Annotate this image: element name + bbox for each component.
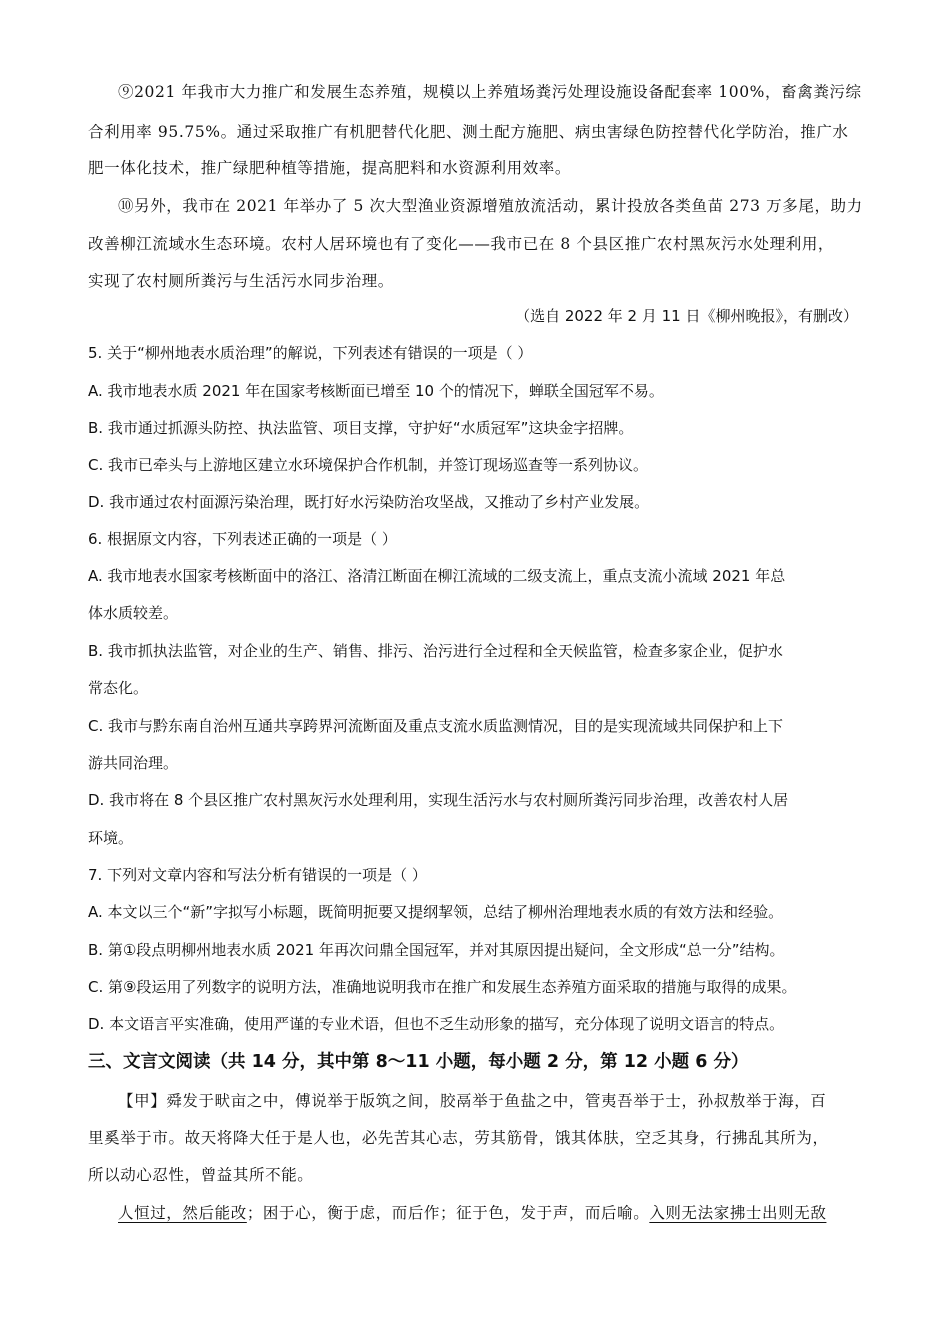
section-3-heading: 三、文言文阅读（共 14 分，其中第 8～11 小题，每小题 2 分，第 12 小题 6 分） bbox=[88, 1052, 749, 1072]
q5-option-a: A. 我市地表水质 2021 年在国家考核断面已增至 10 个的情况下，蝉联全国冠军不易。 bbox=[88, 382, 664, 400]
q5-option-b: B. 我市通过抓源头防控、执法监管、项目支撑，守护好“水质冠军”这块金字招牌。 bbox=[88, 419, 634, 437]
jia-line4 bbox=[118, 1203, 826, 1223]
passage-p10-line3: 实现了农村厕所粪污与生活污水同步治理。 bbox=[88, 272, 394, 290]
passage-p9-line2: 合利用率 95.75%。通过采取推广有机肥替代化肥、测土配方施肥、病虫害绿色防控替代化学防治，推广水 bbox=[88, 123, 849, 141]
underlined-sentence-2: 入则无法家拂士出则无敌 bbox=[649, 1204, 827, 1222]
passage-source: （选自 2022 年 2 月 11 日《柳州晚报》，有删改） bbox=[515, 307, 858, 325]
q6-option-d-line2: 环境。 bbox=[88, 829, 134, 847]
q7-option-a: A. 本文以三个“新”字拟写小标题，既简明扼要又提纲挈领，总结了柳州治理地表水质的有效方法和经验。 bbox=[88, 903, 784, 921]
passage-p10-line1: ⑩另外，我市在 2021 年举办了 5 次大型渔业资源增殖放流活动，累计投放各类鱼苗 273 万多尾，助力 bbox=[118, 197, 863, 215]
q6-option-c-line2: 游共同治理。 bbox=[88, 754, 179, 772]
q6-option-b-line2: 常态化。 bbox=[88, 679, 149, 697]
q5-stem: 5. 关于“柳州地表水质治理”的解说，下列表述有错误的一项是（ ） bbox=[88, 344, 533, 362]
q5-option-d: D. 我市通过农村面源污染治理，既打好水污染防治攻坚战，又推动了乡村产业发展。 bbox=[88, 493, 650, 511]
jia-line4-middle: ；困于心，衡于虑，而后作；征于色，发于声，而后喻。 bbox=[246, 1204, 650, 1222]
q7-option-b: B. 第①段点明柳州地表水质 2021 年再次问鼎全国冠军，并对其原因提出疑问，全文形成“总一分”结构。 bbox=[88, 941, 785, 959]
passage-p10-line2: 改善柳江流域水生态环境。农村人居环境也有了变化——我市已在 8 个县区推广农村黑灰污水处理利用， bbox=[88, 235, 835, 253]
passage-p9-line1: ⑨2021 年我市大力推广和发展生态养殖，规模以上养殖场粪污处理设施设备配套率 100%，畜禽粪污综 bbox=[118, 83, 862, 101]
q6-option-c-line1: C. 我市与黔东南自治州互通共享跨界河流断面及重点支流水质监测情况，目的是实现流域共同保护和上下 bbox=[88, 717, 784, 735]
q6-option-d-line1: D. 我市将在 8 个县区推广农村黑灰污水处理利用，实现生活污水与农村厕所粪污同步治理，改善农村人居 bbox=[88, 791, 789, 809]
underlined-sentence-1: 人恒过，然后能改 bbox=[118, 1204, 247, 1222]
q7-option-c: C. 第⑨段运用了列数字的说明方法，准确地说明我市在推广和发展生态养殖方面采取的措施与取得的成果。 bbox=[88, 978, 797, 996]
q6-option-a-line1: A. 我市地表水国家考核断面中的洛江、洛清江断面在柳江流域的二级支流上，重点支流小流域 2021 年总 bbox=[88, 567, 786, 585]
q7-stem: 7. 下列对文章内容和写法分析有错误的一项是（ ） bbox=[88, 866, 427, 884]
q6-stem: 6. 根据原文内容，下列表述正确的一项是（ ） bbox=[88, 530, 397, 548]
jia-line1: 【甲】舜发于畎亩之中，傅说举于版筑之间，胶鬲举于鱼盐之中，管夷吾举于士，孙叔敖举于海，百 bbox=[118, 1092, 827, 1110]
passage-p9-line3: 肥一体化技术，推广绿肥种植等措施，提高肥料和水资源利用效率。 bbox=[88, 159, 572, 177]
jia-line2: 里奚举于市。故天将降大任于是人也，必先苦其心志，劳其筋骨，饿其体肤，空乏其身，行拂乱其所为， bbox=[88, 1129, 829, 1147]
q7-option-d: D. 本文语言平实准确，使用严谨的专业术语，但也不乏生动形象的描写，充分体现了说明文语言的特点。 bbox=[88, 1015, 785, 1033]
q5-option-c: C. 我市已牵头与上游地区建立水环境保护合作机制，并签订现场巡查等一系列协议。 bbox=[88, 456, 649, 474]
q6-option-a-line2: 体水质较差。 bbox=[88, 604, 179, 622]
jia-line3: 所以动心忍性，曾益其所不能。 bbox=[88, 1166, 314, 1184]
q6-option-b-line1: B. 我市抓执法监管，对企业的生产、销售、排污、治污进行全过程和全天候监管，检查多家企业，促护水 bbox=[88, 642, 783, 660]
